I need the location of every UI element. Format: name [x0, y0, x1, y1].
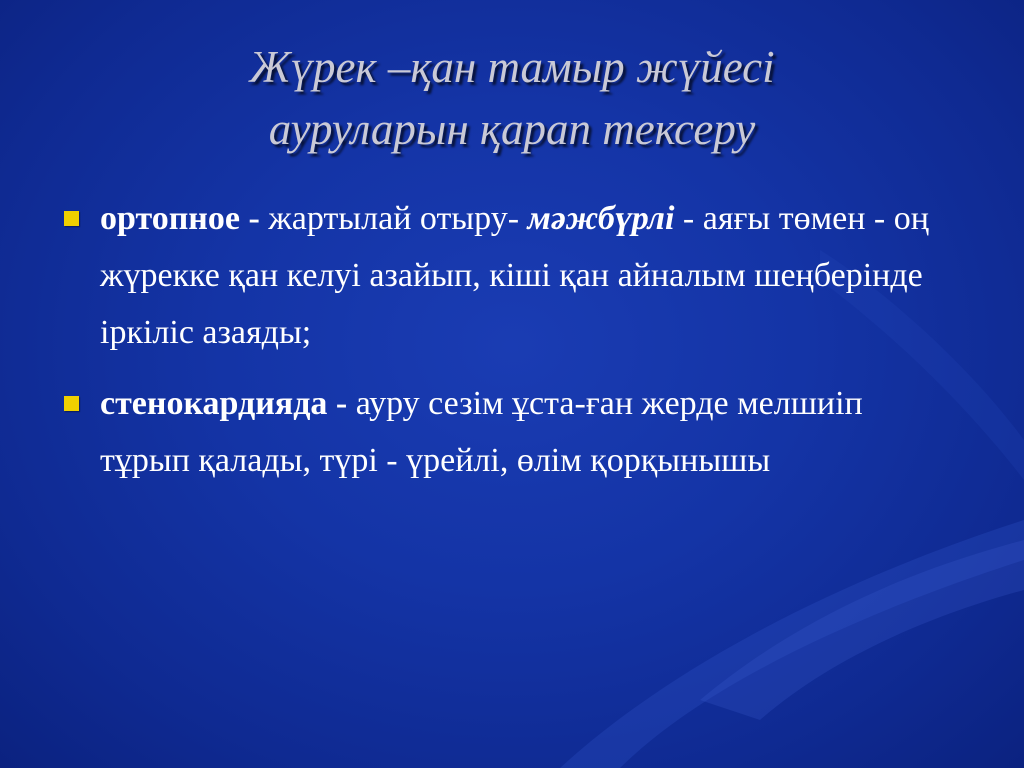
bullet-emphasis: мәжбүрлі [527, 200, 675, 237]
title-line-1: Жүрек –қан тамыр жүйесі [249, 42, 775, 92]
bullet-text-continued: - аяғы төмен - оң жүрекке қан келуі азайып, кіші қан айналым шеңберінде іркіліс азаяды; [100, 200, 929, 351]
title-line-2: ауруларын қарап тексеру [268, 104, 756, 154]
bullet-text: жартылай отыру- [259, 200, 528, 237]
bullet-item-angina [62, 375, 952, 489]
square-bullet-icon [64, 211, 79, 226]
bullet-item-orthopnea [62, 190, 952, 361]
bullet-term: ортопное - [100, 200, 260, 237]
square-bullet-icon [64, 396, 79, 411]
bullet-text: ауру сезім ұста-ған жерде мелшиіп тұрып қалады, түрі - үрейлі, өлім қорқынышы [100, 385, 863, 479]
bullet-list [62, 190, 952, 503]
bullet-term: стенокардияда - [100, 385, 348, 422]
slide-title [100, 36, 924, 160]
